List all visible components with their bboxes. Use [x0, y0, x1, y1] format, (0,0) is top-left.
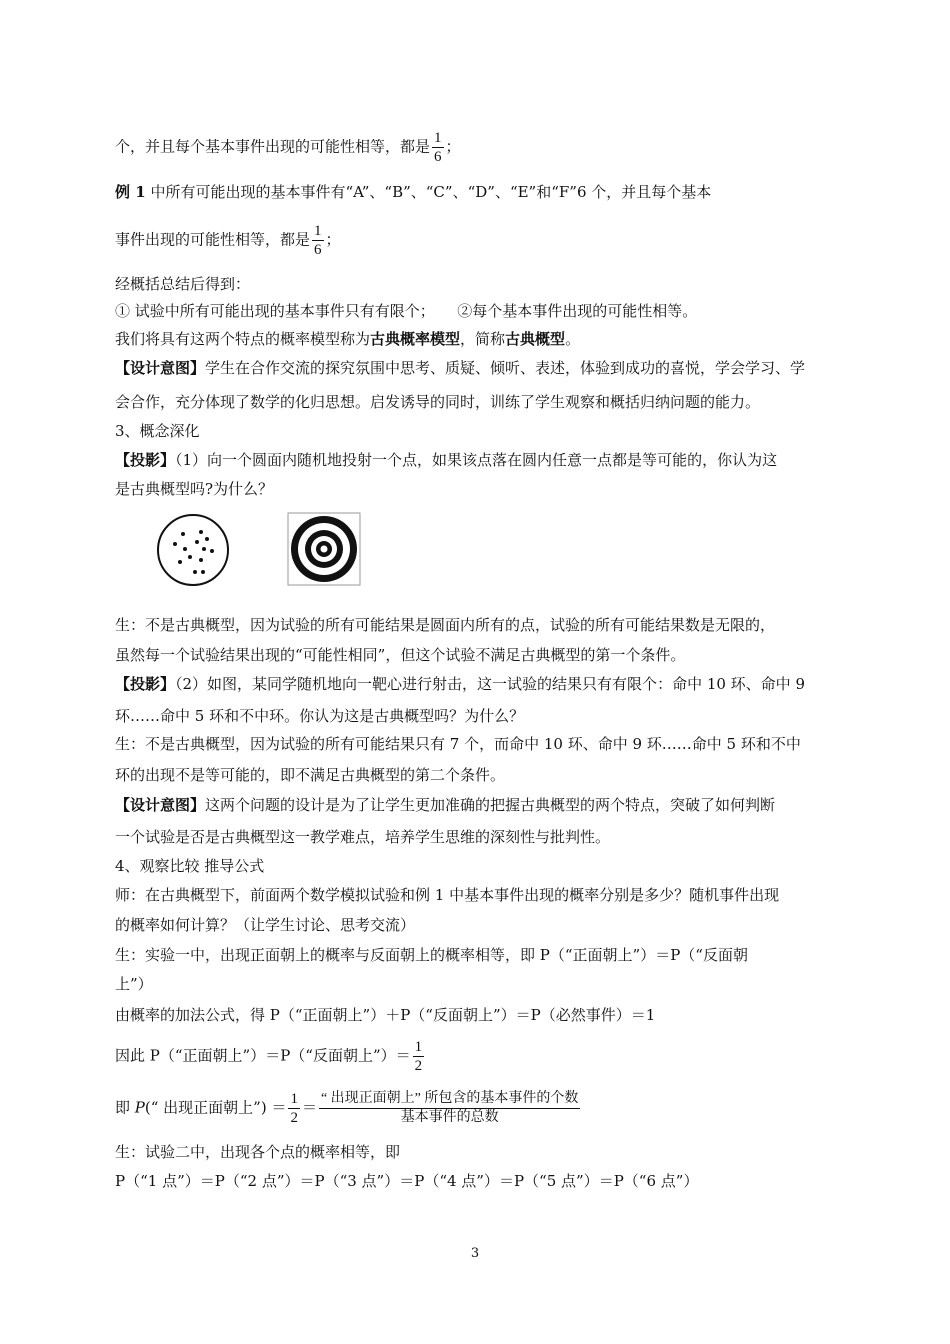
random-points-circle-figure — [158, 515, 228, 585]
section-heading-3: 3、概念深化 — [115, 422, 200, 440]
fraction-one-sixth: $\frac{1}{6}$ — [434, 130, 442, 165]
term-classical-model: 古典概率模型 — [370, 330, 461, 348]
line-16: 生：不是古典概型，因为试验的所有可能结果只有 7 个，而命中 10 环、命中 9 环……命中 5 环和不中 — [115, 735, 801, 753]
line-14: 【投影】（2）如图，某同学随机地向一靶心进行射击，这一试验的结果只有有限个：命中 10 环、命中 9 — [115, 675, 805, 693]
line-25: 由概率的加法公式，得 P（“正面朝上”）＋P（“反面朝上”）＝P（必然事件）＝1 — [115, 1006, 656, 1024]
line-29: P（“1 点”）＝P（“2 点”）＝P（“3 点”）＝P（“4 点”）＝P（“5 点”）＝P（“6 点”） — [115, 1172, 699, 1190]
section-heading-4: 4、观察比较 推导公式 — [115, 857, 265, 875]
line-3: 事件出现的可能性相等，都是 $\frac{1}{6}$ ； — [115, 223, 341, 258]
line-11: 是古典概型吗?为什么？ — [115, 480, 274, 498]
line-7: 【设计意图】学生在合作交流的探究氛围中思考、质疑、倾听、表述，体验到成功的喜悦，学会学习、学 — [115, 359, 806, 377]
line-5: ① 试验中所有可能出现的基本事件只有有限个； ②每个基本事件出现的可能性相等。 — [115, 302, 698, 320]
fraction-one-half: $\frac{1}{2}$ — [414, 1039, 423, 1074]
line-19: 一个试验是否是古典概型这一教学难点，培养学生思维的深刻性与批判性。 — [115, 828, 611, 846]
figures — [155, 512, 375, 590]
term-classical-short: 古典概型 — [505, 330, 566, 348]
fraction-one-sixth: $\frac{1}{6}$ — [314, 223, 322, 258]
line-2: 例 1 中所有可能出现的基本事件有“A”、“B”、“C”、“D”、“E”和“F”6 个，并且每个基本 — [115, 183, 712, 201]
line-13: 虽然每一个试验结果出现的“可能性相同”，但这个试验不满足古典概型的第一个条件。 — [115, 646, 686, 664]
line-28: 生：试验二中，出现各个点的概率相等，即 — [115, 1143, 401, 1161]
line-15: 环……命中 5 环和不中环。你认为这是古典概型吗？为什么？ — [115, 707, 525, 725]
fraction-one-half: $\frac{1}{2}$ — [290, 1091, 298, 1126]
line-18: 【设计意图】这两个问题的设计是为了让学生更加准确的把握古典概型的两个特点，突破了如何判断 — [115, 796, 776, 814]
fraction-event-ratio: $\frac{\text{“ 出现正面朝上” 所包含的基本事件的个数}}{\text{基本事件的总数}}$ — [320, 1091, 579, 1125]
page-number: 3 — [470, 1246, 480, 1261]
line-26: 因此 P（“正面朝上”）＝P（“反面朝上”）＝ $\frac{1}{2}$ — [115, 1039, 423, 1074]
line-1: 个，并且每个基本事件出现的可能性相等，都是 $\frac{1}{6}$ ； — [115, 130, 461, 165]
line-23: 生：实验一中，出现正面朝上的概率与反面朝上的概率相等，即 P（“正面朝上”）＝P（“反面朝 — [115, 946, 748, 964]
line-10: 【投影】（1）向一个圆面内随机地投射一个点，如果该点落在圆内任意一点都是等可能的，你认为这 — [115, 451, 778, 469]
figure-row — [155, 512, 375, 590]
line-22: 的概率如何计算？（让学生讨论、思考交流） — [115, 916, 416, 934]
line-6: 我们将具有这两个特点的概率模型称为古典概率模型，简称古典概型。 — [115, 330, 581, 348]
line-21: 师：在古典概型下，前面两个数学模拟试验和例 1 中基本事件出现的概率分别是多少？随机事件出现 — [115, 886, 780, 904]
line-24: 上”） — [115, 975, 153, 993]
line-8: 会合作，充分体现了数学的化归思想。启发诱导的同时，训练了学生观察和概括归纳问题的能力。 — [115, 393, 761, 411]
target-figure — [288, 513, 360, 585]
line-27-formula: 即 P(“ 出现正面朝上”) ＝ $\frac{1}{2}$ ＝ $\frac{\text{“ 出现正面朝上” 所包含的基本事件的个数}}{\text{基本事件的总数}}$ — [115, 1091, 579, 1126]
line-4: 经概括总结后得到： — [115, 275, 251, 293]
line-12: 生：不是古典概型，因为试验的所有可能结果是圆面内所有的点，试验的所有可能结果数是无限的， — [115, 616, 776, 634]
line-17: 环的出现不是等可能的，即不满足古典概型的第二个条件。 — [115, 766, 506, 784]
